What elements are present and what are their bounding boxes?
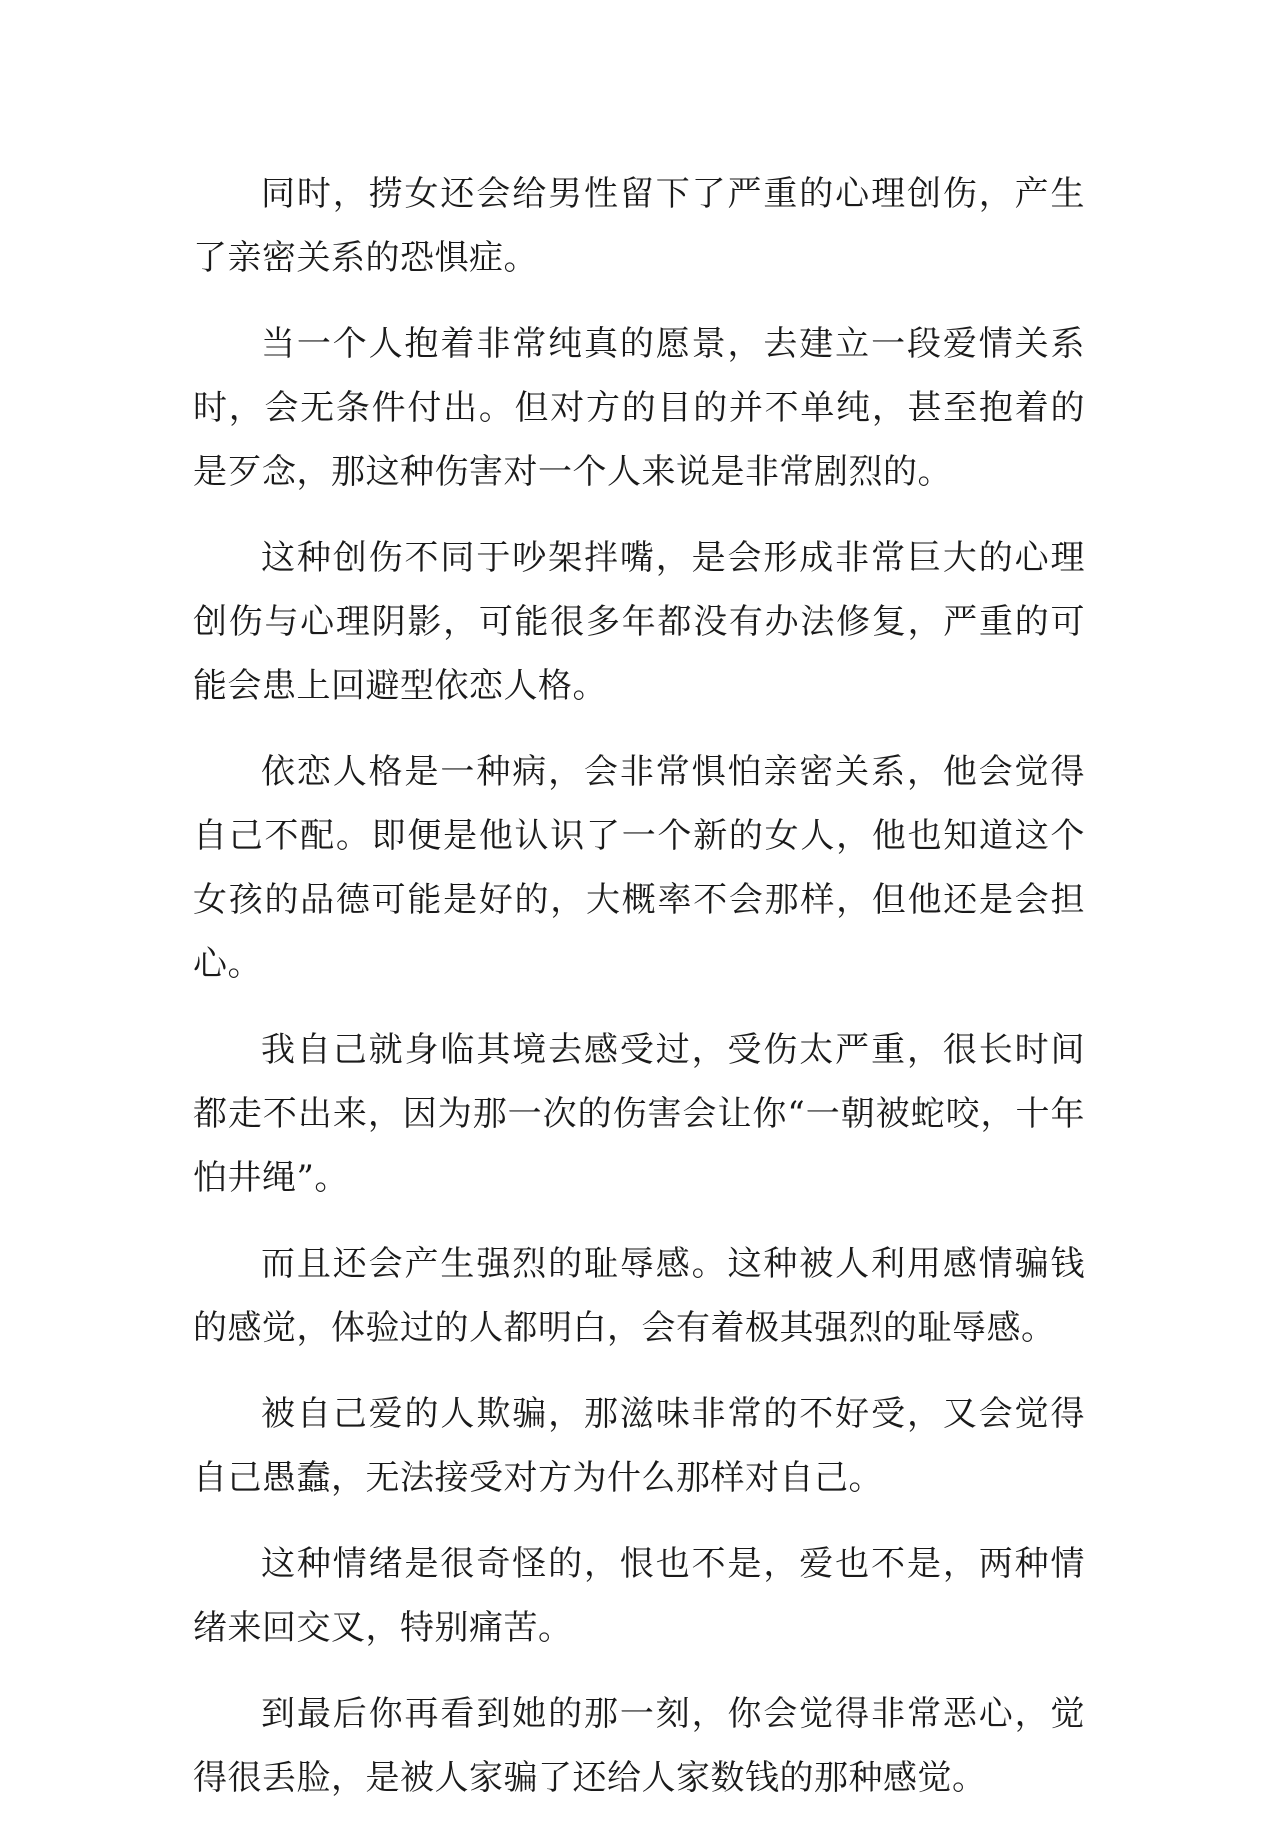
paragraph-3: 这种创伤不同于吵架拌嘴，是会形成非常巨大的心理创伤与心理阴影，可能很多年都没有办法修复，严重的可能会患上回避型依恋人格。 [193, 538, 1085, 706]
paragraph-8: 这种情绪是很奇怪的，恨也不是，爱也不是，两种情绪来回交叉，特别痛苦。 [193, 1544, 1085, 1648]
paragraph-9: 到最后你再看到她的那一刻，你会觉得非常恶心，觉得很丢脸，是被人家骗了还给人家数钱的那种感觉。 [193, 1694, 1085, 1798]
paragraph-1: 同时，捞女还会给男性留下了严重的心理创伤，产生了亲密关系的恐惧症。 [193, 174, 1085, 278]
paragraph-4: 依恋人格是一种病，会非常惧怕亲密关系，他会觉得自己不配。即便是他认识了一个新的女人，他也知道这个女孩的品德可能是好的，大概率不会那样，但他还是会担心。 [193, 752, 1085, 984]
paragraph-7: 被自己爱的人欺骗，那滋味非常的不好受，又会觉得自己愚蠢，无法接受对方为什么那样对自己。 [193, 1394, 1085, 1498]
paragraph-5: 我自己就身临其境去感受过，受伤太严重，很长时间都走不出来，因为那一次的伤害会让你“一朝被蛇咬，十年怕井绳”。 [193, 1030, 1085, 1198]
document-body [193, 162, 1085, 1832]
paragraph-2: 当一个人抱着非常纯真的愿景，去建立一段爱情关系时，会无条件付出。但对方的目的并不单纯，甚至抱着的是歹念，那这种伤害对一个人来说是非常剧烈的。 [193, 324, 1085, 492]
paragraph-6: 而且还会产生强烈的耻辱感。这种被人利用感情骗钱的感觉，体验过的人都明白，会有着极其强烈的耻辱感。 [193, 1244, 1085, 1348]
